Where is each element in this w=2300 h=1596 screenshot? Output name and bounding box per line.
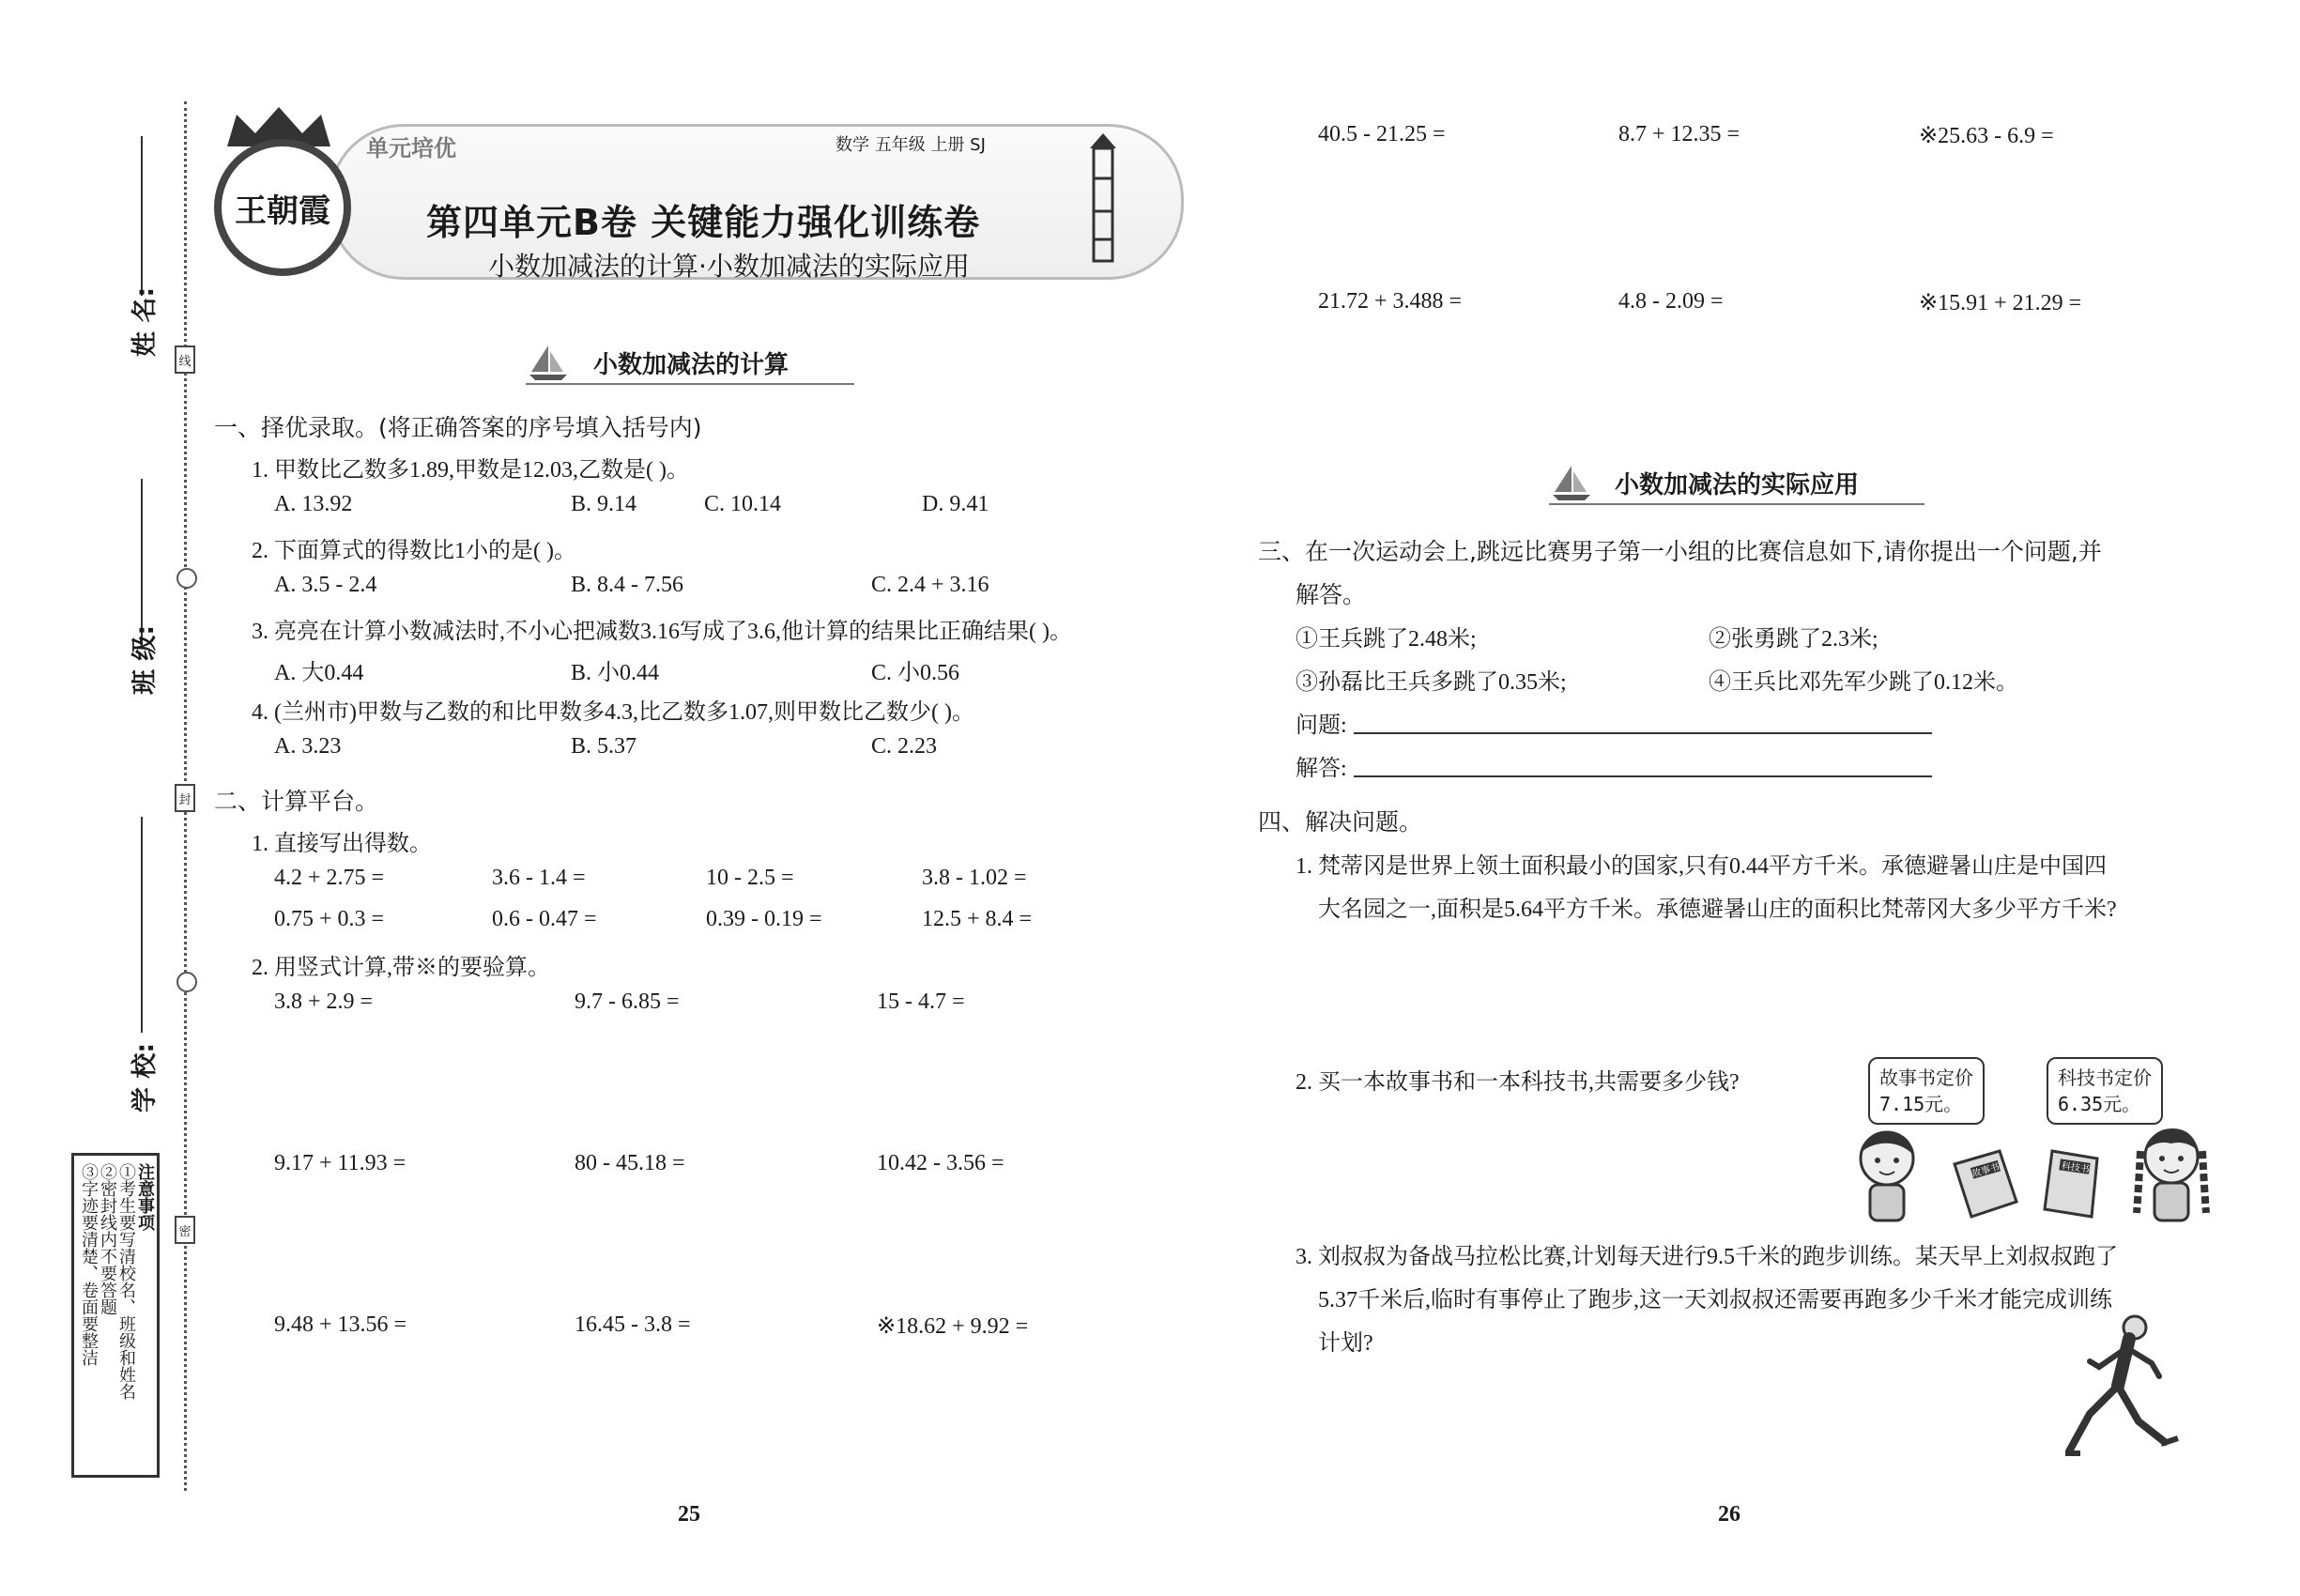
direct-calc: 12.5 + 8.4 = [922, 907, 1033, 931]
notice-item: ①考生要写清校名、班级和姓名 [116, 1163, 136, 1400]
question-label: 问题: [1296, 714, 1347, 738]
q1-item: 2. 下面算式的得数比1小的是( )。 [252, 539, 576, 563]
question-answer-line[interactable] [1354, 732, 1932, 734]
vertical-calc: 4.8 - 2.09 = [1618, 289, 1724, 314]
vertical-calc: ※25.63 - 6.9 = [1919, 124, 2054, 148]
school-label: 学 校: [130, 1042, 160, 1113]
sailboat-icon [1551, 464, 1592, 501]
boy-illustration [1849, 1127, 1924, 1224]
option: B. 5.37 [571, 734, 637, 759]
binding-hole [176, 972, 197, 992]
option: A. 3.23 [274, 734, 342, 759]
lighthouse-icon [1084, 131, 1122, 263]
vertical-calc: ※18.62 + 9.92 = [877, 1314, 1029, 1339]
page-number: 26 [1718, 1502, 1740, 1527]
price-bubble-scibook [2047, 1057, 2163, 1125]
q2-heading: 二、计算平台。 [214, 788, 379, 815]
vertical-calc: 80 - 45.18 = [575, 1151, 685, 1175]
q1-item: 3. 亮亮在计算小数减法时,不小心把减数3.16写成了3.6,他计算的结果比正确结果( )。 [252, 620, 1072, 644]
scibook-illustration [2033, 1143, 2108, 1224]
direct-calc: 10 - 2.5 = [706, 866, 794, 890]
q3-heading: 三、在一次运动会上,跳远比赛男子第一小组的比赛信息如下,请你提出一个问题,并 [1258, 538, 2102, 565]
grade-tag: 数学 五年级 上册 SJ [836, 135, 986, 155]
direct-calc: 3.8 - 1.02 = [922, 866, 1027, 890]
q1-item: 1. 甲数比乙数多1.89,甲数是12.03,乙数是( )。 [252, 458, 689, 483]
option: C. 小0.56 [871, 661, 960, 685]
page-subtitle: 小数加减法的计算·小数加减法的实际应用 [488, 251, 970, 282]
bubble-text: 6.35元。 [2058, 1093, 2141, 1115]
vertical-calc: 9.17 + 11.93 = [274, 1151, 406, 1175]
vertical-calc: 10.42 - 3.56 = [877, 1151, 1004, 1175]
seal-mark-mi: 密 [175, 1216, 195, 1244]
option: C. 10.14 [704, 492, 782, 516]
answer-label: 解答: [1296, 757, 1347, 781]
q4-problem-3-cont: 5.37千米后,临时有事停止了跑步,这一天刘叔叔还需要再跑多少千米才能完成训练 [1318, 1288, 2112, 1312]
vertical-calc: 9.7 - 6.85 = [575, 990, 680, 1014]
sailboat-icon [528, 344, 569, 381]
bubble-text: 7.15元。 [1879, 1093, 1963, 1115]
notice-item: ②密封线内不要答题 [98, 1163, 117, 1315]
vertical-calc: 16.45 - 3.8 = [575, 1312, 691, 1337]
section-underline [526, 383, 854, 385]
q2-sub1: 1. 直接写出得数。 [252, 832, 432, 856]
q4-problem-2: 2. 买一本故事书和一本科技书,共需要多少钱? [1296, 1070, 1740, 1095]
runner-illustration [2062, 1311, 2184, 1470]
q3-heading-cont: 解答。 [1296, 581, 1367, 608]
q1-item: 4. (兰州市)甲数与乙数的和比甲数多4.3,比乙数多1.07,则甲数比乙数少( )。 [252, 700, 974, 725]
q4-heading: 四、解决问题。 [1258, 808, 1423, 836]
answer-line[interactable] [1354, 775, 1932, 777]
section-title: 小数加减法的实际应用 [1615, 471, 1860, 499]
q4-problem-3-cont: 计划? [1318, 1331, 1373, 1356]
q3-info: ④王兵比邓先军少跳了0.12米。 [1709, 670, 2018, 695]
brand-logo [214, 139, 351, 276]
page-number: 25 [678, 1502, 700, 1527]
notice-box [71, 1153, 160, 1478]
vertical-calc: 3.8 + 2.9 = [274, 990, 374, 1014]
storybook-illustration [1947, 1145, 2022, 1224]
direct-calc: 0.39 - 0.19 = [706, 907, 822, 931]
page-title: 第四单元B卷 关键能力强化训练卷 [426, 202, 981, 243]
option: B. 小0.44 [571, 661, 660, 685]
price-bubble-storybook [1868, 1057, 1985, 1125]
binding-hole [176, 568, 197, 589]
direct-calc: 3.6 - 1.4 = [492, 866, 586, 890]
class-label: 班 级: [130, 624, 160, 695]
q4-problem-1: 1. 梵蒂冈是世界上领土面积最小的国家,只有0.44平方千米。承德避暑山庄是中国四 [1296, 854, 2107, 879]
class-write-line [141, 479, 143, 648]
bubble-text: 科技书定价 [2058, 1067, 2152, 1089]
notice-title: 注意事项 [135, 1163, 155, 1231]
q3-info: ①王兵跳了2.48米; [1296, 627, 1477, 652]
option: A. 13.92 [274, 492, 353, 516]
q4-problem-1-cont: 大名园之一,面积是5.64平方千米。承德避暑山庄的面积比梵蒂冈大多少平方千米? [1318, 898, 2117, 922]
name-label: 姓 名: [130, 286, 160, 357]
q3-info: ②张勇跳了2.3米; [1709, 627, 1878, 652]
vertical-calc: 8.7 + 12.35 = [1618, 122, 1740, 146]
option: A. 3.5 - 2.4 [274, 573, 377, 597]
unit-tag: 单元培优 [366, 135, 456, 161]
q4-problem-3: 3. 刘叔叔为备战马拉松比赛,计划每天进行9.5千米的跑步训练。某天早上刘叔叔跑了 [1296, 1245, 2118, 1269]
option: C. 2.4 + 3.16 [871, 573, 989, 597]
seal-mark-feng: 封 [175, 784, 195, 812]
option: B. 8.4 - 7.56 [571, 573, 683, 597]
direct-calc: 0.75 + 0.3 = [274, 907, 385, 931]
vertical-calc: 40.5 - 21.25 = [1318, 122, 1446, 146]
option: C. 2.23 [871, 734, 938, 759]
name-write-line [141, 136, 143, 296]
vertical-calc: 15 - 4.7 = [877, 990, 965, 1014]
option: D. 9.41 [922, 492, 989, 516]
direct-calc: 4.2 + 2.75 = [274, 866, 385, 890]
section-title: 小数加减法的计算 [593, 351, 790, 379]
q3-info: ③孙磊比王兵多跳了0.35米; [1296, 670, 1567, 695]
notice-item: ③字迹要清楚、卷面要整洁 [79, 1163, 99, 1366]
option: A. 大0.44 [274, 661, 364, 685]
scibook-label: 科技书 [2061, 1160, 2091, 1175]
vertical-calc: 9.48 + 13.56 = [274, 1312, 407, 1337]
vertical-calc: 21.72 + 3.488 = [1318, 289, 1463, 314]
direct-calc: 0.6 - 0.47 = [492, 907, 597, 931]
school-write-line [141, 817, 143, 1033]
brand-name: 王朝霞 [235, 192, 330, 230]
option: B. 9.14 [571, 492, 637, 516]
vertical-calc: ※15.91 + 21.29 = [1919, 291, 2082, 315]
section-underline [1549, 503, 1924, 505]
q2-sub2: 2. 用竖式计算,带※的要验算。 [252, 956, 550, 980]
storybook-label: 故事书 [1970, 1161, 2001, 1180]
q1-heading: 一、择优录取。(将正确答案的序号填入括号内) [214, 414, 702, 441]
seal-mark-xian: 线 [175, 345, 195, 374]
girl-illustration [2129, 1123, 2214, 1226]
bubble-text: 故事书定价 [1879, 1067, 1973, 1089]
